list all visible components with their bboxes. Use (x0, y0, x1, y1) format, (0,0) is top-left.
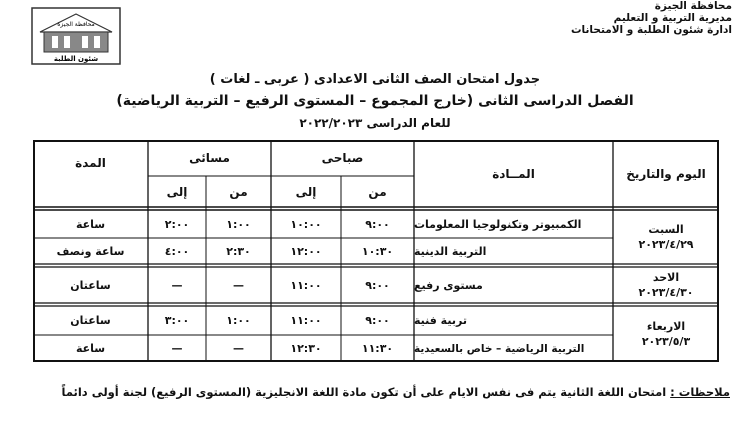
header-directorate: مديرية التربية و التعليم (613, 12, 732, 24)
duration-cell: ساعة (75, 342, 106, 355)
morning-to-cell: ١٢:٣٠ (290, 342, 322, 355)
evening-from-cell: — (233, 342, 244, 355)
evening-to-cell: — (171, 342, 183, 355)
header-administration: ادارة شئون الطلبة و الامتحانات (571, 24, 732, 36)
logo-top-text: محافظة الجيزة (57, 21, 95, 28)
subject-cell: تربية فنية (414, 314, 467, 327)
exam-title: جدول امتحان الصف الثانى الاعدادى ( عربى ـ لغات ) (209, 72, 541, 87)
header-governorate: محافظة الجيزة (654, 0, 732, 12)
evening-from-cell: ١:٠٠ (226, 314, 251, 327)
subject-cell: التربية الرياضية – خاص بالسعيدية (414, 342, 585, 355)
morning-to-cell: ١١:٠٠ (290, 314, 322, 327)
evening-from-cell: ١:٠٠ (226, 217, 251, 231)
evening-from-cell: ٢:٣٠ (226, 244, 251, 258)
notes-label: ملاحظات : (670, 385, 730, 399)
day-name: الاحد (652, 271, 680, 284)
exam-schedule-table (33, 140, 719, 362)
duration-cell: ساعتان (70, 314, 111, 327)
logo-bottom-text: شئون الطلبة (53, 55, 99, 63)
day-cell (613, 210, 719, 264)
subject-cell: التربية الدينية (414, 244, 487, 258)
header-evening: مسائى (189, 151, 230, 165)
day-date: ٢٠٢٣/٥/٣ (641, 335, 691, 348)
duration-cell: ساعتان (70, 278, 111, 292)
notes-text: امتحان اللغة الثانية يتم فى نفس الايام على أن تكون مادة اللغة الانجليزية (المستوى الرفيع) لجنة أولى دائماً (61, 385, 667, 399)
directorate-logo (30, 6, 122, 66)
evening-to-cell: ٣:٠٠ (164, 314, 190, 327)
morning-to-cell: ١١:٠٠ (290, 278, 322, 292)
header-evening-from: من (229, 185, 248, 199)
semester-title: الفصل الدراسى الثانى (خارج المجموع – المستوى الرفيع – التربية الرياضية) (116, 93, 634, 109)
header-block (571, 0, 732, 36)
day-name: الاربعاء (646, 320, 686, 333)
day-cell (613, 267, 719, 303)
evening-to-cell: ٢:٠٠ (164, 217, 190, 231)
header-day-date: اليوم والتاريخ (626, 167, 706, 181)
header-subject: المــادة (492, 167, 535, 181)
header-morning: صباحى (321, 151, 364, 165)
morning-from-cell: ١١:٣٠ (361, 342, 394, 355)
duration-cell: ساعة ونصف (56, 244, 125, 258)
day-cell (613, 306, 719, 362)
morning-to-cell: ١٠:٠٠ (290, 217, 322, 231)
morning-to-cell: ١٢:٠٠ (290, 244, 322, 258)
subject-cell: مستوى رفيع (414, 278, 483, 292)
subject-cell: الكمبيوتر وتكنولوجيا المعلومات (414, 217, 582, 231)
evening-to-cell: ٤:٠٠ (164, 244, 190, 258)
morning-from-cell: ٩:٠٠ (365, 278, 390, 292)
header-duration: المدة (75, 156, 106, 170)
header-evening-to: إلى (166, 185, 188, 199)
academic-year: للعام الدراسى ٢٠٢٢/٢٠٢٣ (299, 116, 451, 130)
notes-line (62, 385, 730, 399)
evening-to-cell: — (171, 278, 183, 292)
header-morning-to: إلى (295, 185, 317, 199)
day-date: ٢٠٢٣/٤/٣٠ (638, 286, 694, 299)
duration-cell: ساعة (75, 217, 106, 231)
day-date: ٢٠٢٣/٤/٢٩ (638, 238, 694, 251)
evening-from-cell: — (233, 278, 244, 292)
morning-from-cell: ٩:٠٠ (365, 314, 390, 327)
day-name: السبت (648, 223, 684, 236)
morning-from-cell: ٩:٠٠ (365, 217, 390, 231)
morning-from-cell: ١٠:٣٠ (361, 244, 394, 258)
header-morning-from: من (368, 185, 387, 199)
